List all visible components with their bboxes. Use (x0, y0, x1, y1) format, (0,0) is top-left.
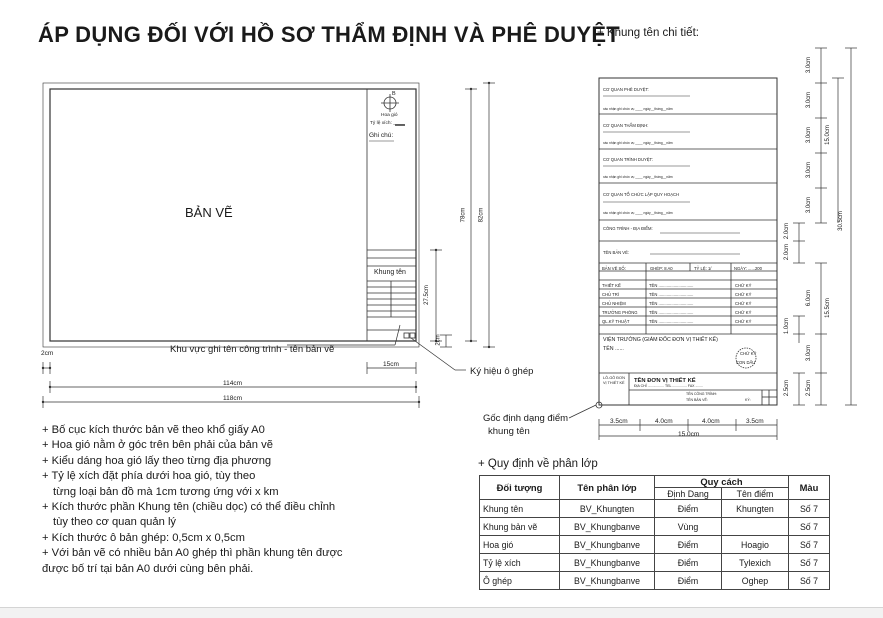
tb-name: TÊN .............................. (649, 283, 694, 288)
tb-approval-agency: CƠ QUAN PHÊ DUYỆT: (603, 87, 649, 92)
stamp-signature: CHỮ KÝ (740, 351, 757, 356)
dim-78cm: 78cm (460, 207, 467, 223)
dim-82cm: 82cm (478, 207, 485, 223)
note-item: + Kiểu dáng hoa gió lấy theo từng địa phương (42, 454, 272, 467)
compass-label: Hoa gió (381, 113, 398, 118)
dim-3-5cm: 3.5cm (610, 418, 628, 425)
table-cell: Ô ghép (480, 572, 560, 590)
table-cell: BV_Khungbanve (560, 536, 655, 554)
table-cell: Khungten (722, 500, 789, 518)
col-header: Quy cách (655, 476, 789, 488)
col-header: Màu (789, 476, 830, 500)
dim-15cm: 15.0cm (678, 431, 700, 438)
title-block-detail-label: + Khung tên chi tiết: (597, 27, 699, 39)
vdim-3cm: 3.0cm (806, 126, 813, 144)
note-item: + Kích thước ô bản ghép: 0,5cm x 0,5cm (42, 531, 245, 544)
col-subheader: Định Dang (655, 488, 722, 500)
note-item: tùy theo cơ quan quản lý (53, 516, 177, 529)
tb-drawing-no: BẢN VẼ SỐ: (602, 266, 626, 271)
table-cell: Tỷ lệ xích (480, 554, 560, 572)
layer-rules-title: + Quy định về phân lớp (478, 458, 598, 470)
col-header: Đối tượng (480, 476, 560, 500)
table-cell: Oghep (722, 572, 789, 590)
tb-signature: CHỮ KÝ (735, 319, 752, 324)
tb-role: CHỦ NHIỆM (602, 301, 626, 306)
table-row (480, 518, 830, 536)
note-item: + Với bản vẽ có nhiều bản A0 ghép thì phần khung tên được (42, 547, 343, 560)
tb-role: THIẾT KẾ (602, 283, 621, 288)
scale-label: Tỷ lệ xích: ____ (370, 121, 404, 126)
vdim-3cm: 3.0cm (806, 161, 813, 179)
tb-scale: TỶ LỆ: 1/ (694, 266, 712, 271)
vdim-3cm: 3.0cm (806, 91, 813, 109)
vdim-2cm: 2.0cm (784, 222, 791, 240)
table-row (480, 572, 830, 590)
tb-sign-line-2: xác nhận ghi chức vụ ____ ngày__tháng__năm (603, 141, 673, 145)
table-cell (722, 518, 789, 536)
note-item: + Tỷ lệ xích đặt phía dưới hoa gió, tùy theo (42, 470, 256, 483)
note-item: + Bố cục kích thước bản vẽ theo khổ giấy A0 (42, 424, 265, 436)
vdim-6cm: 6.0cm (806, 289, 813, 307)
dim-27-5cm: 27.5cm (423, 285, 430, 305)
tb-name: TÊN .............................. (649, 310, 694, 315)
vdim-3cm-b: 3.0cm (806, 344, 813, 362)
title-block-label: Khung tên (374, 269, 406, 276)
tb-director-name: TÊN ...... (603, 346, 624, 352)
vdim-3cm: 3.0cm (806, 196, 813, 214)
tb-role: TRƯỞNG PHÒNG (602, 310, 638, 315)
tb-design-unit: TÊN ĐƠN VỊ THIẾT KẾ (634, 378, 696, 384)
tb-drawing-title: TÊN BẢN VẼ: (686, 398, 708, 402)
bottom-scrollbar-area (0, 607, 883, 618)
tb-address: ĐỊA CHỈ ................. TEL ............... FAX ........ (634, 384, 704, 388)
note-item: + Kích thước phần Khung tên (chiều dọc) có thể điều chỉnh (42, 501, 336, 514)
table-row (480, 554, 830, 572)
notes-label: Ghi chú: (369, 132, 394, 139)
vdim-1cm: 1.0cm (784, 317, 791, 335)
table-cell: Hoagio (722, 536, 789, 554)
title-area-label: Khu vực ghi tên công trình - tên bản vẽ (170, 344, 335, 355)
table-cell: BV_Khungbanve (560, 518, 655, 536)
table-cell: Điểm (655, 536, 722, 554)
tb-sign-line-1: xác nhận ghi chức vụ ____ ngày__tháng__năm (603, 107, 673, 111)
note-item: + Hoa gió nằm ở góc trên bên phải của bản vẽ (42, 439, 273, 452)
north-label: B (392, 91, 396, 97)
table-row (480, 536, 830, 554)
table-cell: Số 7 (789, 536, 830, 554)
table-cell: BV_Khungten (560, 500, 655, 518)
vdim-2-5cm: 2.5cm (806, 379, 813, 397)
tb-drawing-name: TÊN BẢN VẼ: (603, 250, 630, 255)
notes-list (42, 423, 422, 577)
stamp-label: CON DẤU (736, 360, 756, 365)
table-cell: Điểm (655, 572, 722, 590)
tb-project-name: TÊN CÔNG TRÌNH: (686, 392, 718, 396)
dim-4cm: 4.0cm (655, 418, 673, 425)
page-title: ÁP DỤNG ĐỐI VỚI HỒ SƠ THẨM ĐỊNH VÀ PHÊ DUYỆT (38, 22, 621, 47)
layer-table (479, 475, 830, 590)
dim-118cm: 118cm (223, 395, 243, 402)
tb-appraisal-agency: CƠ QUAN THẨM ĐỊNH: (603, 123, 649, 128)
table-cell: BV_Khungbanve (560, 572, 655, 590)
table-cell: Vùng (655, 518, 722, 536)
vdim-2cm: 2.0cm (784, 243, 791, 261)
tb-role: CHỦ TRÌ (602, 292, 619, 297)
tb-project-location: CÔNG TRÌNH - ĐỊA ĐIỂM: (603, 226, 653, 231)
col-subheader: Tên điểm (722, 488, 789, 500)
dim-2cm-bottom: 2cm (435, 334, 442, 346)
tb-logo: LÔ-GÔ ĐƠN VỊ THIẾT KẾ (603, 376, 626, 385)
tb-signature: CHỮ KÝ (735, 283, 752, 288)
dim-114cm: 114cm (223, 380, 243, 387)
tb-submitting-agency: CƠ QUAN TRÌNH DUYỆT: (603, 157, 653, 162)
tb-signature: CHỮ KÝ (735, 301, 752, 306)
tb-assembly: GHÉP: 8 A0 (650, 266, 673, 271)
drawing-area-label: BẢN VẼ (185, 205, 233, 220)
table-cell: Hoa gió (480, 536, 560, 554)
table-cell: Số 7 (789, 518, 830, 536)
tb-signature: CHỮ KÝ (735, 292, 752, 297)
note-item: từng loại bản đồ mà 1cm tương ứng với x km (53, 485, 279, 498)
table-cell: Số 7 (789, 572, 830, 590)
dim-2cm-left: 2cm (41, 350, 54, 357)
table-cell: Khung bản vẽ (480, 518, 560, 536)
vdim-30-5cm: 30.5cm (837, 211, 844, 231)
vdim-3cm: 3.0cm (806, 56, 813, 74)
tb-sign-line-3: xác nhận ghi chức vụ ____ ngày__tháng__năm (603, 175, 673, 179)
col-header: Tên phân lớp (560, 476, 655, 500)
tb-name: TÊN .............................. (649, 319, 694, 324)
table-cell: BV_Khungbanve (560, 554, 655, 572)
table-cell: Khung tên (480, 500, 560, 518)
vdim-15-5cm: 15.5cm (824, 298, 831, 318)
tile-symbol-label: Ký hiệu ô ghép (470, 366, 534, 377)
vdim-2-5cm: 2.5cm (784, 379, 791, 397)
tb-name: TÊN .............................. (649, 301, 694, 306)
tb-director: VIỆN TRƯỞNG (GIÁM ĐỐC ĐƠN VỊ THIẾT KẾ) (603, 337, 718, 343)
dim-15cm: 15cm (383, 361, 399, 368)
origin-point-label-2: khung tên (488, 426, 530, 437)
vdim-15cm: 15.0cm (824, 125, 831, 145)
tb-sign-line-4: xác nhận ghi chức vụ ____ ngày__tháng__năm (603, 211, 673, 215)
tb-name: TÊN .............................. (649, 292, 694, 297)
table-cell: Số 7 (789, 554, 830, 572)
tb-sheet-code: KÝ: (745, 398, 751, 402)
origin-point-label: Gốc định dạng điểm (483, 413, 569, 424)
table-cell: Điểm (655, 500, 722, 518)
table-cell: Số 7 (789, 500, 830, 518)
dim-3-5cm: 3.5cm (746, 418, 764, 425)
table-cell: Điểm (655, 554, 722, 572)
table-row (480, 500, 830, 518)
tb-signature: CHỮ KÝ (735, 310, 752, 315)
note-item: được bố trí tại bản A0 dưới cùng bên phải. (42, 562, 254, 575)
dim-4cm: 4.0cm (702, 418, 720, 425)
table-cell: Tylexich (722, 554, 789, 572)
tb-planning-org: CƠ QUAN TỔ CHỨC LẬP QUY HOẠCH (603, 192, 680, 197)
tb-role: QL.KỸ THUẬT (602, 319, 630, 324)
tb-date: NGÀY: ......200 (734, 266, 762, 271)
